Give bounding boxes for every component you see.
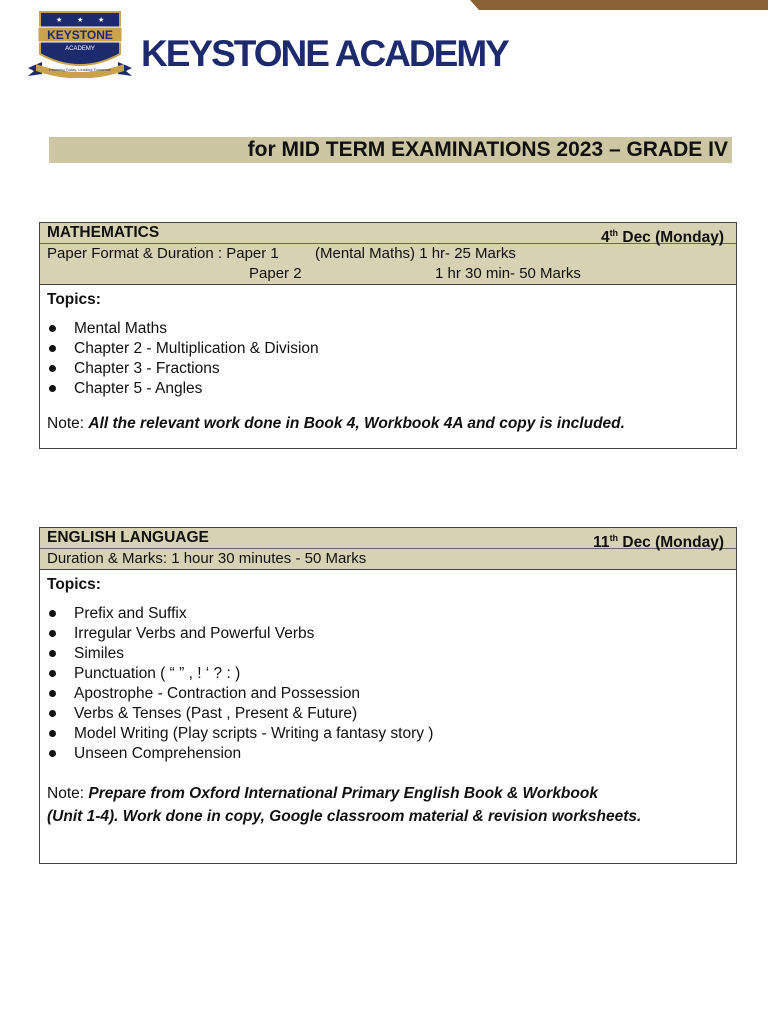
list-item: Irregular Verbs and Powerful Verbs xyxy=(47,624,729,644)
logo-text: KEYSTONE xyxy=(47,28,113,42)
math-format-label: Paper Format & Duration : Paper 1 xyxy=(47,245,279,262)
english-note: Note: Prepare from Oxford International Primary English Book & Workbook (Unit 1-4). Work done in copy, Google classroom material & revision worksheets. xyxy=(47,785,642,825)
list-item: Verbs & Tenses (Past , Present & Future) xyxy=(47,704,729,724)
page-title: for MID TERM EXAMINATIONS 2023 – GRADE IV xyxy=(247,138,728,161)
english-subject: ENGLISH LANGUAGE xyxy=(47,529,209,546)
math-format-line-1 xyxy=(47,244,729,264)
math-section xyxy=(39,222,737,449)
math-format-line-2 xyxy=(47,264,729,284)
math-paper1-desc: (Mental Maths) 1 hr- 25 Marks xyxy=(315,245,516,262)
svg-text:★: ★ xyxy=(77,17,84,24)
english-topics-list xyxy=(47,604,729,764)
list-item: Chapter 2 - Multiplication & Division xyxy=(47,339,729,359)
math-paper2-desc: 1 hr 30 min- 50 Marks xyxy=(435,265,581,282)
english-body xyxy=(40,570,736,828)
english-date: 11th Dec (Monday) xyxy=(593,533,724,552)
list-item: Model Writing (Play scripts - Writing a fantasy story ) xyxy=(47,724,729,744)
list-item: Chapter 3 - Fractions xyxy=(47,359,729,379)
english-header xyxy=(40,528,736,570)
english-section xyxy=(39,527,737,864)
math-topics-list xyxy=(47,319,729,399)
list-item: Punctuation ( “ ” , ! ‘ ? : ) xyxy=(47,664,729,684)
math-date: 4th Dec (Monday) xyxy=(600,228,724,247)
svg-text:★: ★ xyxy=(98,17,105,24)
logo-subtext: ACADEMY xyxy=(65,46,95,52)
english-title-row xyxy=(40,528,736,552)
math-topics-label: Topics: xyxy=(47,291,101,308)
list-item: Similes xyxy=(47,644,729,664)
math-header xyxy=(40,223,736,285)
svg-text:★: ★ xyxy=(56,17,63,24)
math-note: Note: All the relevant work done in Book 4, Workbook 4A and copy is included. xyxy=(47,415,625,432)
list-item: Prefix and Suffix xyxy=(47,604,729,624)
english-duration: Duration & Marks: 1 hour 30 minutes - 50 Marks xyxy=(47,550,367,567)
list-item: Unseen Comprehension xyxy=(47,744,729,764)
english-topics-label: Topics: xyxy=(47,576,101,593)
list-item: Apostrophe - Contraction and Possession xyxy=(47,684,729,704)
list-item: Mental Maths xyxy=(47,319,729,339)
math-body xyxy=(40,285,736,435)
list-item: Chapter 5 - Angles xyxy=(47,379,729,399)
math-subject: MATHEMATICS xyxy=(47,224,160,241)
math-paper2-label: Paper 2 xyxy=(249,265,302,282)
brand-name: KEYSTONE ACADEMY xyxy=(141,33,508,74)
title-bar xyxy=(49,137,732,163)
keystone-logo xyxy=(26,10,134,78)
top-accent-bar xyxy=(470,0,768,10)
logo-tagline: Learning Today, Leading Tomorrow xyxy=(48,67,112,72)
math-title-row xyxy=(40,223,736,247)
